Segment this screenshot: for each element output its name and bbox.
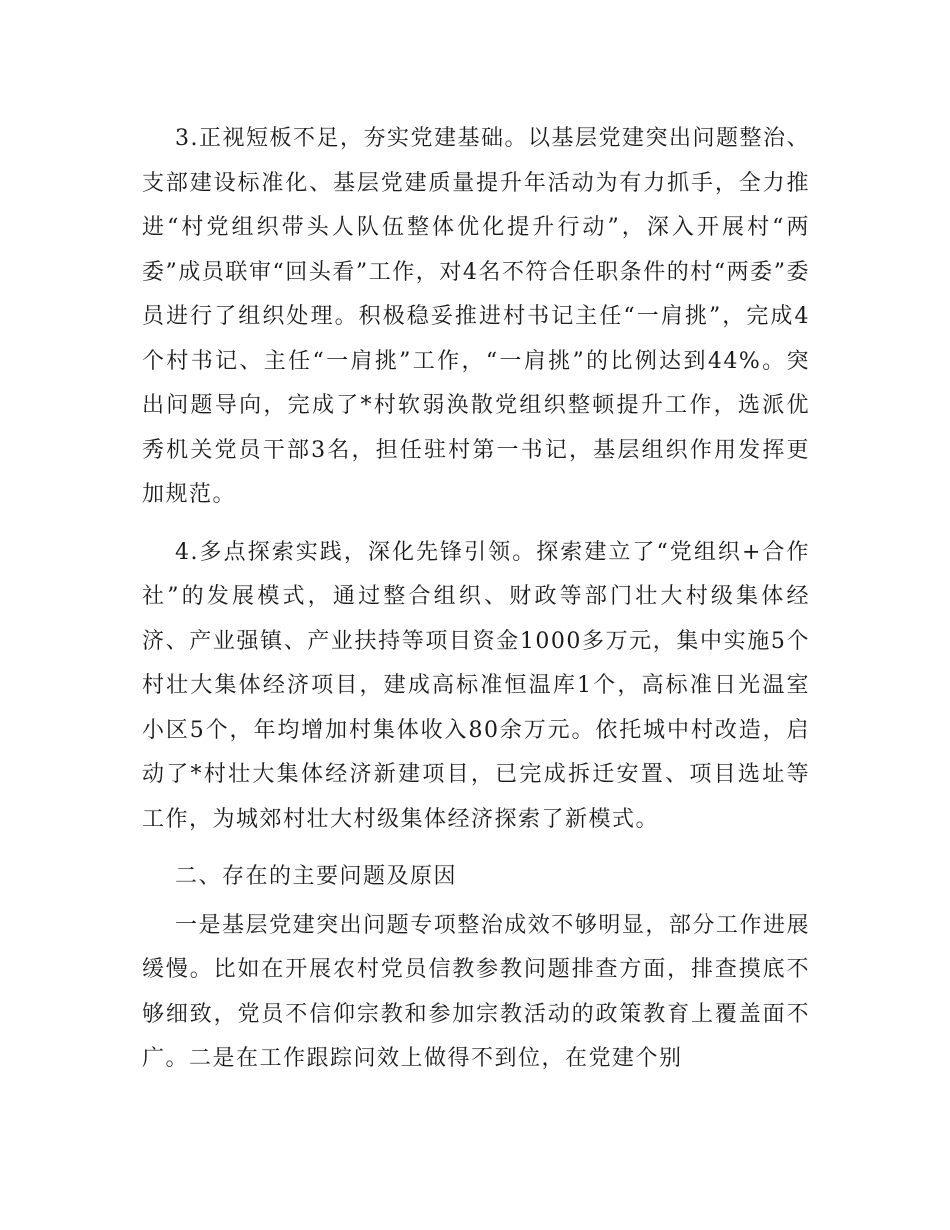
section-heading-problems: 二、存在的主要问题及原因: [175, 864, 458, 889]
paragraph-3-party-building-foundation: 3.正视短板不足，夯实党建基础。以基层党建突出问题整治、支部建设标准化、基层党建质量提升年活动为有力抓手，全力推进“村党组织带头人队伍整体优化提升行动”，深入开展村“两委”成员联审“回头看”工作，对4名不符合任职条件的村“两委”委员进行了组织处理。积极稳妥推进村书记主任“一肩挑”，完成4个村书记、主任“一肩挑”工作，“一肩挑”的比例达到44%。突出问题导向，完成了*村软弱涣散党组织整顿提升工作，选派优秀机关党员干部3名，担任驻村第一书记，基层组织作用发挥更加规范。: [142, 126, 810, 507]
paragraph-4-pioneer-leadership: 4.多点探索实践，深化先锋引领。探索建立了“党组织+合作社”的发展模式，通过整合组织、财政等部门壮大村级集体经济、产业强镇、产业扶持等项目资金1000多万元，集中实施5个村壮大集体经济项目，建成高标准恒温库1个，高标准日光温室小区5个，年均增加村集体收入80余万元。依托城中村改造，启动了*村壮大集体经济新建项目，已完成拆迁安置、项目选址等工作，为城郊村壮大村级集体经济探索了新模式。: [142, 539, 810, 832]
document-body: [142, 117, 810, 1095]
paragraph-problems: 一是基层党建突出问题专项整治成效不够明显，部分工作进展缓慢。比如在开展农村党员信教参教问题排查方面，排查摸底不够细致，党员不信仰宗教和参加宗教活动的政策教育上覆盖面不广。二是在工作跟踪问效上做得不到位，在党建个别: [142, 912, 810, 1071]
